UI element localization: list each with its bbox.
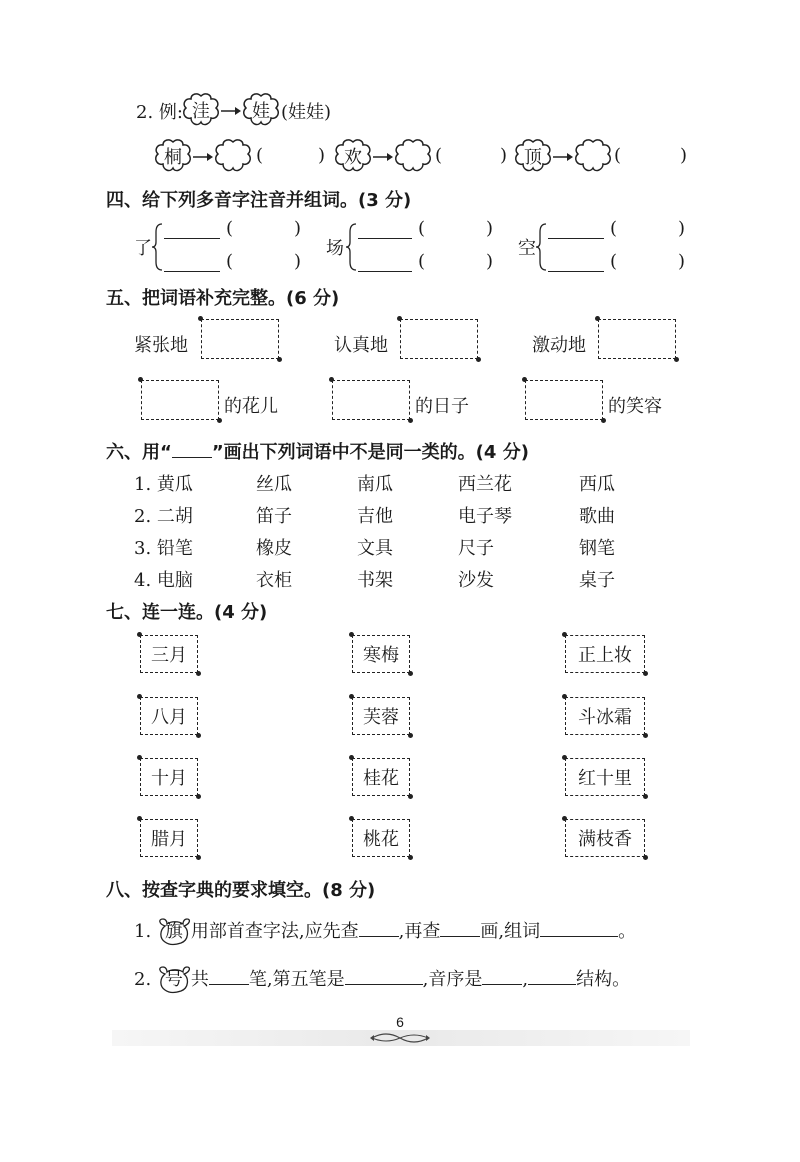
match-item-month[interactable]: 三月: [140, 635, 198, 673]
word-item[interactable]: 2. 二胡: [134, 506, 193, 527]
example-from-char: 洼: [192, 101, 210, 122]
question-text: 共: [190, 969, 209, 990]
word-item[interactable]: 丝瓜: [256, 474, 292, 495]
left-brace: [536, 222, 548, 272]
close-paren: ): [294, 218, 302, 239]
answer-cloud-input[interactable]: [573, 138, 613, 174]
answer-blank[interactable]: [440, 918, 480, 937]
question-text: 结构。: [576, 969, 631, 990]
close-paren: ): [486, 251, 494, 272]
page-number: 6: [396, 1014, 404, 1030]
answer-blank[interactable]: [358, 220, 412, 239]
query-char: 号: [164, 969, 183, 990]
underline-sample: [172, 439, 212, 458]
flower-cloud: [153, 138, 193, 174]
question-text: 。: [618, 921, 637, 942]
match-item-phrase[interactable]: 满枝香: [565, 819, 645, 857]
match-item-flower[interactable]: 桂花: [352, 758, 410, 796]
question-text: 笔,第五笔是: [248, 969, 345, 990]
fill-box[interactable]: [525, 380, 603, 420]
word-item[interactable]: 衣柜: [256, 570, 292, 591]
close-paren: ): [678, 218, 686, 239]
question-number: 1.: [134, 921, 152, 942]
arrow-right-icon: [553, 152, 573, 162]
word-item[interactable]: 4. 电脑: [134, 570, 193, 591]
question-text: 画,组词: [480, 921, 541, 942]
word-item[interactable]: 沙发: [458, 570, 494, 591]
exercise-char: 欢: [344, 147, 362, 168]
close-paren: ): [680, 145, 688, 166]
phrase-suffix: 的日子: [415, 396, 469, 417]
match-item-month[interactable]: 腊月: [140, 819, 198, 857]
word-item[interactable]: 西兰花: [458, 474, 512, 495]
section-4-title: 四、给下列多音字注音并组词。(3 分): [106, 190, 412, 211]
open-paren: (: [226, 251, 234, 272]
match-item-phrase[interactable]: 斗冰霜: [565, 697, 645, 735]
left-brace: [152, 222, 164, 272]
arrow-right-icon: [193, 152, 213, 162]
word-item[interactable]: 笛子: [256, 506, 292, 527]
fill-box[interactable]: [400, 319, 478, 359]
page-ornament-icon: [368, 1030, 432, 1046]
phrase-prefix: 激动地: [532, 335, 586, 356]
word-item[interactable]: 文具: [357, 538, 393, 559]
question-2: [134, 966, 630, 994]
close-paren: ): [486, 218, 494, 239]
fill-box[interactable]: [141, 380, 219, 420]
question-number: 2.: [134, 969, 152, 990]
flower-cloud: [333, 138, 373, 174]
arrow-right-icon: [221, 106, 241, 116]
phrase-prefix: 认真地: [334, 335, 388, 356]
open-paren: (: [610, 251, 618, 272]
phrase-prefix: 紧张地: [134, 335, 188, 356]
polyphone-char: 空: [518, 238, 536, 259]
exercise-char: 顶: [524, 147, 542, 168]
example-result: (娃娃): [281, 102, 332, 123]
answer-blank[interactable]: [164, 253, 220, 272]
arrow-right-icon: [373, 152, 393, 162]
word-item[interactable]: 1. 黄瓜: [134, 474, 193, 495]
word-item[interactable]: 西瓜: [579, 474, 615, 495]
section-6-title: [106, 438, 529, 464]
polyphone-char: 场: [326, 238, 344, 259]
open-paren: (: [610, 218, 618, 239]
match-item-flower[interactable]: 芙蓉: [352, 697, 410, 735]
close-paren: ): [294, 251, 302, 272]
word-item[interactable]: 歌曲: [579, 506, 615, 527]
word-item[interactable]: 吉他: [357, 506, 393, 527]
answer-blank[interactable]: [164, 220, 220, 239]
phrase-suffix: 的笑容: [608, 396, 662, 417]
fill-box[interactable]: [201, 319, 279, 359]
answer-blank[interactable]: [345, 966, 423, 985]
phrase-suffix: 的花儿: [224, 396, 278, 417]
open-paren: (: [435, 145, 443, 166]
query-char: 旗: [164, 921, 183, 942]
match-item-month[interactable]: 十月: [140, 758, 198, 796]
word-item[interactable]: 钢笔: [579, 538, 615, 559]
match-item-phrase[interactable]: 红十里: [565, 758, 645, 796]
open-paren: (: [226, 218, 234, 239]
fill-box[interactable]: [598, 319, 676, 359]
answer-blank[interactable]: [209, 966, 249, 985]
answer-cloud-input[interactable]: [393, 138, 433, 174]
polyphone-char: 了: [134, 238, 152, 259]
close-paren: ): [678, 251, 686, 272]
word-item[interactable]: 电子琴: [458, 506, 512, 527]
open-paren: (: [614, 145, 622, 166]
section-6-title-b: ”画出下列词语中不是同一类的。(4 分): [211, 442, 529, 463]
mouse-char-badge: [157, 966, 191, 994]
fill-box[interactable]: [332, 380, 410, 420]
word-item[interactable]: 南瓜: [357, 474, 393, 495]
question-1: [134, 918, 636, 946]
match-item-phrase[interactable]: 正上妆: [565, 635, 645, 673]
open-paren: (: [418, 218, 426, 239]
answer-cloud-input[interactable]: [213, 138, 253, 174]
word-item[interactable]: 3. 铅笔: [134, 538, 193, 559]
left-brace: [346, 222, 358, 272]
exercise-char: 桐: [164, 147, 182, 168]
answer-blank[interactable]: [548, 220, 604, 239]
open-paren: (: [418, 251, 426, 272]
match-item-month[interactable]: 八月: [140, 697, 198, 735]
answer-blank[interactable]: [548, 253, 604, 272]
section-6-title-a: 六、用“: [106, 442, 172, 463]
match-item-flower[interactable]: 桃花: [352, 819, 410, 857]
word-item[interactable]: 桌子: [579, 570, 615, 591]
open-paren: (: [256, 145, 264, 166]
answer-blank[interactable]: [528, 966, 576, 985]
match-item-flower[interactable]: 寒梅: [352, 635, 410, 673]
question-text: ,: [522, 969, 529, 990]
example-prefix: 2. 例:: [136, 102, 183, 123]
close-paren: ): [500, 145, 508, 166]
word-item[interactable]: 橡皮: [256, 538, 292, 559]
answer-blank[interactable]: [482, 966, 522, 985]
question-text: ,再查: [398, 921, 441, 942]
question-text: ,音序是: [422, 969, 483, 990]
section-5-title: 五、把词语补充完整。(6 分): [106, 288, 340, 309]
close-paren: ): [318, 145, 326, 166]
word-item[interactable]: 尺子: [458, 538, 494, 559]
section-8-title: 八、按查字典的要求填空。(8 分): [106, 880, 376, 901]
mouse-char-badge: [157, 918, 191, 946]
flower-cloud: [181, 92, 221, 128]
example-to-char: 娃: [252, 101, 270, 122]
flower-cloud: [513, 138, 553, 174]
question-text: 用部首查字法,应先查: [190, 921, 359, 942]
answer-blank[interactable]: [540, 918, 618, 937]
flower-cloud: [241, 92, 281, 128]
answer-blank[interactable]: [358, 253, 412, 272]
section-7-title: 七、连一连。(4 分): [106, 602, 268, 623]
word-item[interactable]: 书架: [357, 570, 393, 591]
answer-blank[interactable]: [359, 918, 399, 937]
